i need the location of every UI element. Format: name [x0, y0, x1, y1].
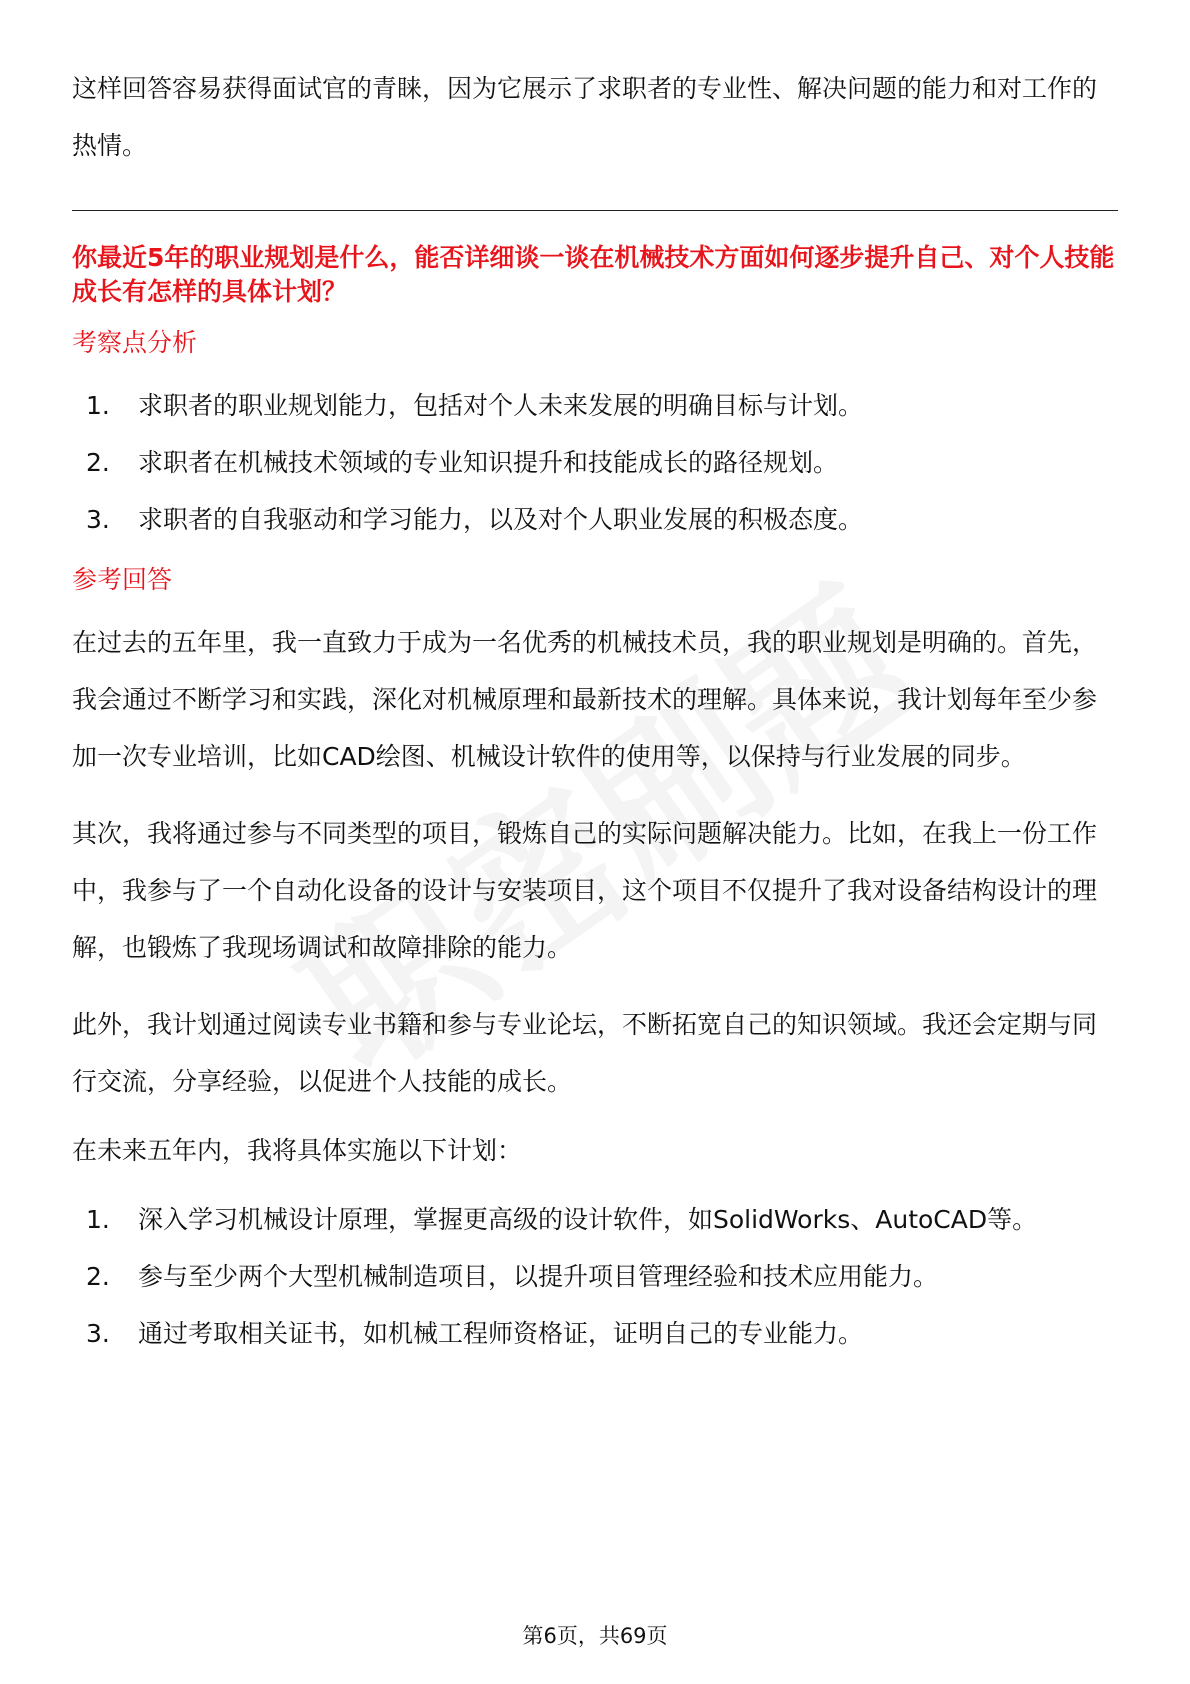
answer-paragraph: 在过去的五年里，我一直致力于成为一名优秀的机械技术员，我的职业规划是明确的。首先，我会通过不断学习和实践，深化对机械原理和最新技术的理解。具体来说，我计划每年至少参加一次专业培训，比如CAD绘图、机械设计软件的使用等，以保持与行业发展的同步。 [72, 628, 1098, 771]
answer-paragraph: 此外，我计划通过阅读专业书籍和参与专业论坛，不断拓宽自己的知识领域。我还会定期与同行交流，分享经验，以促进个人技能的成长。 [72, 1010, 1098, 1096]
list-text: 深入学习机械设计原理，掌握更高级的设计软件，如SolidWorks、AutoCAD等。 [138, 1205, 1038, 1234]
answer-paragraph: 其次，我将通过参与不同类型的项目，锻炼自己的实际问题解决能力。比如，在我上一份工作中，我参与了一个自动化设备的设计与安装项目，这个项目不仅提升了我对设备结构设计的理解，也锻炼了我现场调试和故障排除的能力。 [72, 819, 1098, 962]
list-item [72, 491, 1118, 548]
analysis-heading: 考察点分析 [72, 328, 198, 357]
analysis-list [72, 377, 1118, 548]
document-page [72, 60, 1118, 1362]
list-number: 1. [86, 1205, 110, 1234]
plan-list [72, 1191, 1118, 1362]
list-text: 通过考取相关证书，如机械工程师资格证，证明自己的专业能力。 [138, 1319, 864, 1348]
intro-paragraph: 这样回答容易获得面试官的青睐，因为它展示了求职者的专业性、解决问题的能力和对工作的热情。 [72, 74, 1098, 160]
page-footer: 第6页，共69页 [522, 1624, 668, 1648]
list-item [72, 1305, 1118, 1362]
list-number: 3. [86, 505, 110, 534]
list-number: 3. [86, 1319, 110, 1348]
list-number: 1. [86, 391, 110, 420]
answer-paragraph: 在未来五年内，我将具体实施以下计划： [72, 1136, 523, 1165]
list-item [72, 434, 1118, 491]
section-divider [72, 210, 1118, 211]
list-item [72, 377, 1118, 434]
list-item [72, 1191, 1118, 1248]
answer-heading: 参考回答 [72, 565, 173, 594]
list-text: 求职者在机械技术领域的专业知识提升和技能成长的路径规划。 [138, 448, 839, 477]
list-text: 求职者的职业规划能力，包括对个人未来发展的明确目标与计划。 [138, 391, 864, 420]
question-heading: 你最近5年的职业规划是什么，能否详细谈一谈在机械技术方面如何逐步提升自己、对个人技能成长有怎样的具体计划？ [72, 243, 1115, 306]
list-text: 参与至少两个大型机械制造项目，以提升项目管理经验和技术应用能力。 [138, 1262, 939, 1291]
list-number: 2. [86, 1262, 110, 1291]
list-item [72, 1248, 1118, 1305]
list-number: 2. [86, 448, 110, 477]
list-text: 求职者的自我驱动和学习能力，以及对个人职业发展的积极态度。 [138, 505, 864, 534]
